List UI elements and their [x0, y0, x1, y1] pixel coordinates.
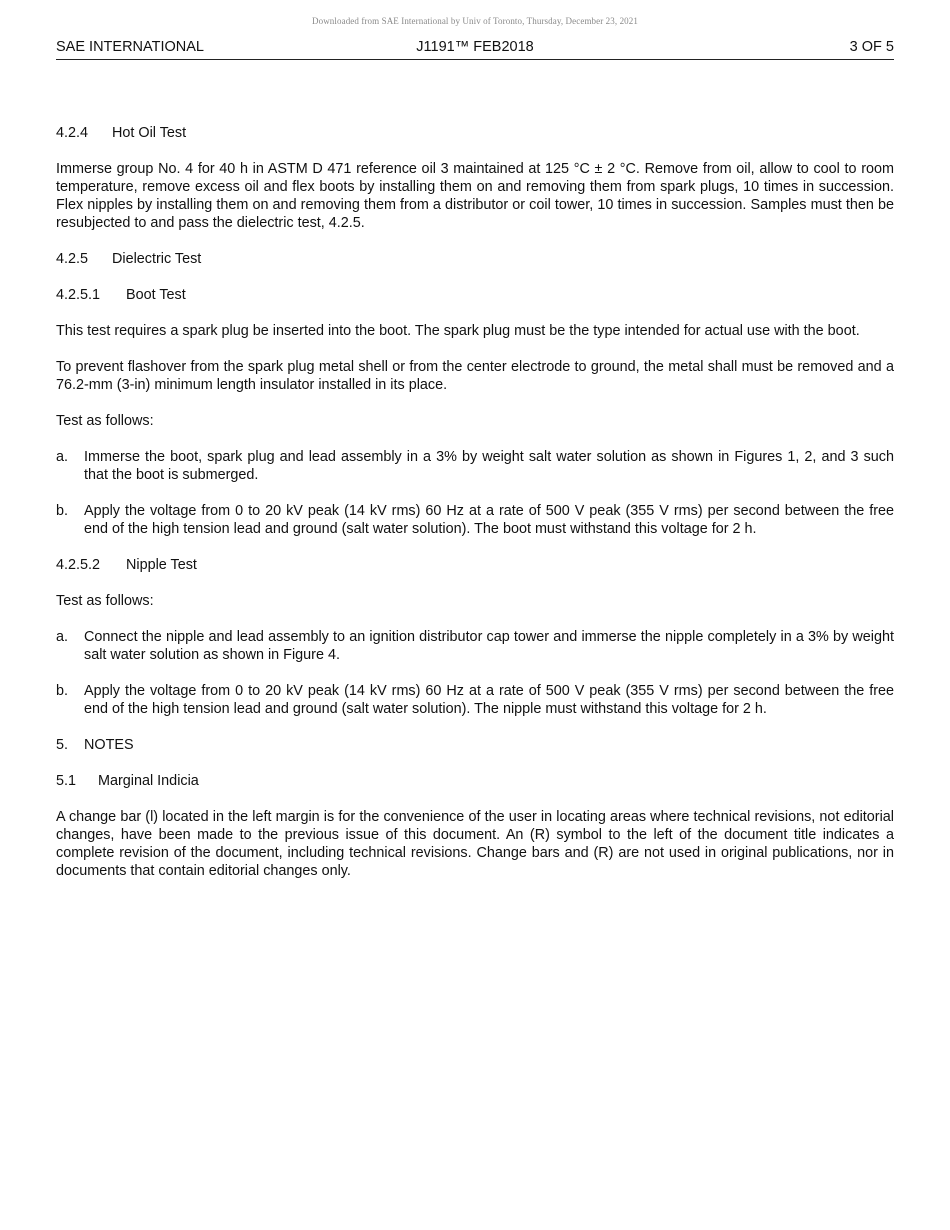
section-title: Dielectric Test: [112, 251, 202, 267]
section-number: 4.2.4: [56, 125, 89, 141]
section-title: Hot Oil Test: [112, 125, 187, 141]
list-item-text: Apply the voltage from 0 to 20 kV peak (14 kV rms) 60 Hz at a rate of 500 V peak (355 V rms) per second between the free end of the high tension lead and ground (salt water solution). The boot must withstand this voltage for 2 h.: [84, 503, 894, 537]
nipple-test-step-a: [56, 628, 894, 664]
section-number: 4.2.5.2: [56, 557, 101, 573]
section-title: Boot Test: [126, 287, 186, 303]
section-heading-4-2-5: [56, 250, 894, 268]
nipple-test-intro: Test as follows:: [56, 593, 154, 609]
download-watermark: Downloaded from SAE International by Univ of Toronto, Thursday, December 23, 2021: [312, 16, 638, 26]
document-body: [56, 124, 894, 898]
section-number: 4.2.5.1: [56, 287, 101, 303]
hot-oil-test-paragraph: Immerse group No. 4 for 40 h in ASTM D 471 reference oil 3 maintained at 125 °C ± 2 °C. Remove from oil, allow to cool to room temperature, remove excess oil and flex boots by installing them on and removing them from spark plugs, 10 times in succession. Flex nipples by installing them on and removing them from a distributor or coil tower, 10 times in succession. Samples must then be resubjected to and pass the dielectric test, 4.2.5.: [56, 161, 894, 231]
section-heading-4-2-5-1: [56, 286, 894, 304]
section-heading-4-2-4: [56, 124, 894, 142]
list-item-label: a.: [56, 629, 69, 645]
page-header: [56, 39, 894, 60]
nipple-test-step-b: [56, 682, 894, 718]
marginal-indicia-paragraph: A change bar (l) located in the left margin is for the convenience of the user in locating areas where technical revisions, not editorial changes, have been made to the previous issue of this document. An (R) symbol to the left of the document title indicates a complete revision of the document, including technical revisions. Change bars and (R) are not used in original publications, nor in documents that contain editorial changes only.: [56, 809, 894, 879]
list-item-label: b.: [56, 503, 69, 519]
section-title: Marginal Indicia: [98, 773, 199, 789]
header-publisher: SAE INTERNATIONAL: [56, 39, 204, 55]
section-number: 5.: [56, 737, 69, 753]
header-document-id: J1191™ FEB2018: [416, 39, 534, 55]
boot-test-step-b: [56, 502, 894, 538]
boot-test-paragraph-1: This test requires a spark plug be inserted into the boot. The spark plug must be the type intended for actual use with the boot.: [56, 323, 860, 339]
section-heading-4-2-5-2: [56, 556, 894, 574]
section-heading-5-1: [56, 772, 894, 790]
section-title: NOTES: [84, 737, 134, 753]
list-item-text: Immerse the boot, spark plug and lead assembly in a 3% by weight salt water solution as shown in Figures 1, 2, and 3 such that the boot is submerged.: [84, 449, 894, 483]
section-number: 5.1: [56, 773, 77, 789]
list-item-text: Connect the nipple and lead assembly to an ignition distributor cap tower and immerse the nipple completely in a 3% by weight salt water solution as shown in Figure 4.: [84, 629, 894, 663]
header-page-number: 3 OF 5: [849, 39, 894, 55]
boot-test-step-a: [56, 448, 894, 484]
boot-test-intro: Test as follows:: [56, 413, 154, 429]
section-number: 4.2.5: [56, 251, 89, 267]
list-item-text: Apply the voltage from 0 to 20 kV peak (14 kV rms) 60 Hz at a rate of 500 V peak (355 V rms) per second between the free end of the high tension lead and ground (salt water solution). The nipple must withstand this voltage for 2 h.: [84, 683, 894, 717]
section-title: Nipple Test: [126, 557, 197, 573]
list-item-label: b.: [56, 683, 69, 699]
list-item-label: a.: [56, 449, 69, 465]
boot-test-paragraph-2: To prevent flashover from the spark plug metal shell or from the center electrode to ground, the metal shall must be removed and a 76.2-mm (3-in) minimum length insulator installed in its place.: [56, 359, 894, 393]
section-heading-5: [56, 736, 894, 754]
